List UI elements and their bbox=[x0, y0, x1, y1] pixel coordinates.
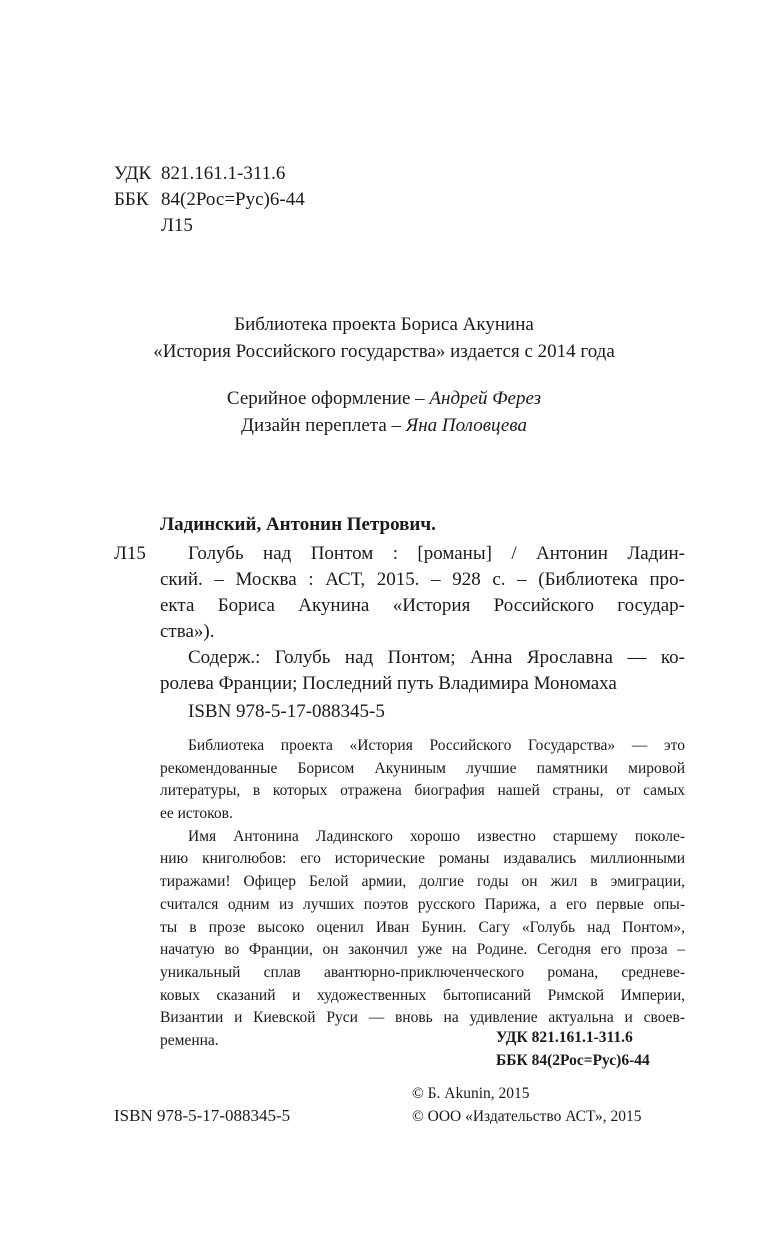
bib-contents-line: ролева Франции; Последний путь Владимира Мономаха bbox=[160, 673, 617, 694]
annotation-line: уникальный сплав авантюрно-приключенческого романа, средневе- bbox=[160, 963, 685, 981]
bib-description-line: ский. – Москва : АСТ, 2015. – 928 с. – (Библиотека про- bbox=[160, 569, 685, 590]
annotation-line: считался одним из лучших поэтов русского Парижа, а его первые опы- bbox=[160, 895, 685, 913]
bib-contents bbox=[160, 645, 685, 697]
bib-author-mark: Л15 bbox=[114, 543, 146, 564]
annotation-line: тиражами! Офицер Белой армии, долгие годы он жил в эмиграции, bbox=[160, 873, 685, 891]
bib-isbn: ISBN 978-5-17-088345-5 bbox=[188, 701, 385, 722]
series-line-1: Библиотека проекта Бориса Акунина bbox=[234, 314, 534, 335]
series-design-label: Серийное оформление – bbox=[226, 388, 430, 409]
annotation-line: Библиотека проекта «История Российского Государства» — это bbox=[188, 737, 685, 754]
bib-description-line: екта Бориса Акунина «История Российского государ- bbox=[160, 595, 685, 616]
series-line-2: «История Российского государства» издается с 2014 года bbox=[153, 341, 615, 362]
series-design-name: Андрей Ферез bbox=[429, 388, 542, 409]
footer-udk: УДК 821.161.1-311.6 bbox=[496, 1029, 633, 1046]
copyright-author: © Б. Akunin, 2015 bbox=[412, 1085, 530, 1102]
annotation bbox=[160, 735, 685, 1053]
bib-contents-line: Содерж.: Голубь над Понтом; Анна Ярославна — ко- bbox=[188, 647, 685, 668]
series-design-credit bbox=[0, 384, 768, 414]
annotation-line: начатую во Франции, он закончил уже на Родине. Сегодня его проза – bbox=[160, 941, 685, 959]
footer-bbk: ББК 84(2Рос=Рус)6-44 bbox=[496, 1052, 650, 1069]
footer-isbn: ISBN 978-5-17-088345-5 bbox=[114, 1106, 291, 1125]
udk-line bbox=[114, 161, 285, 187]
bib-description-line: Голубь над Понтом : [романы] / Антонин Ладин- bbox=[188, 543, 685, 564]
udk-label: УДК bbox=[114, 163, 152, 184]
annotation-line: ее истоков. bbox=[160, 805, 233, 823]
annotation-line: Имя Антонина Ладинского хорошо известно старшему поколе- bbox=[188, 827, 685, 845]
binding-design-credit bbox=[0, 411, 768, 441]
annotation-line: ты в прозе высоко оценил Иван Бунин. Сагу «Голубь над Понтом», bbox=[160, 918, 685, 936]
author-mark-top: Л15 bbox=[161, 215, 193, 236]
annotation-line: литературы, в которых отражена биография нашей страны, от самых bbox=[160, 782, 685, 800]
binding-design-name: Яна Половцева bbox=[405, 415, 527, 436]
bib-description-line: ства»). bbox=[160, 621, 215, 642]
binding-design-label: Дизайн переплета – bbox=[241, 415, 406, 436]
copyright-publisher: © ООО «Издательство АСТ», 2015 bbox=[412, 1108, 642, 1125]
annotation-line: Византии и Киевской Руси — вновь на удивление актуальна и своев- bbox=[160, 1009, 685, 1027]
bbk-line bbox=[114, 187, 305, 213]
bib-author: Ладинский, Антонин Петрович. bbox=[160, 514, 436, 535]
annotation-line: рекомендованные Борисом Акуниным лучшие памятники мировой bbox=[160, 759, 685, 777]
annotation-line: нию книголюбов: его исторические романы издавались миллионными bbox=[160, 850, 685, 868]
udk-value: 821.161.1-311.6 bbox=[161, 163, 286, 184]
bbk-value: 84(2Рос=Рус)6-44 bbox=[161, 189, 305, 210]
annotation-line: ковых сказаний и художественных бытописаний Римской Империи, bbox=[160, 986, 685, 1004]
bib-description bbox=[160, 541, 685, 645]
bbk-label: ББК bbox=[114, 189, 149, 210]
annotation-line: ременна. bbox=[160, 1031, 219, 1049]
